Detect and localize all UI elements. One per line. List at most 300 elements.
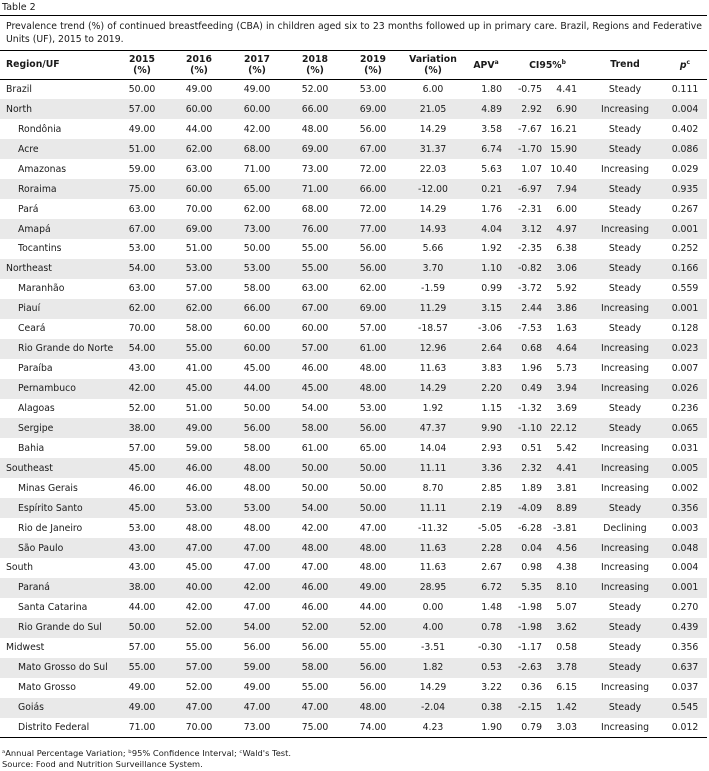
cell-trend: Increasing bbox=[600, 363, 649, 375]
cell-2019: 69.00 bbox=[344, 99, 402, 119]
cell-ci-high: 16.21 bbox=[550, 123, 577, 135]
cell-apv: 3.22 bbox=[481, 682, 502, 694]
cell-2019: 48.00 bbox=[344, 538, 402, 558]
cell-p: 0.637 bbox=[663, 658, 707, 678]
cell-2016: 45.00 bbox=[185, 562, 213, 574]
cell-2018: 73.00 bbox=[301, 163, 329, 175]
cell-trend: Steady bbox=[587, 259, 663, 279]
caption-box bbox=[0, 15, 707, 51]
cell-ci-high: 5.07 bbox=[556, 602, 577, 614]
cell-ci-low: -6.97 bbox=[508, 179, 546, 199]
cell-2017: 42.00 bbox=[228, 578, 286, 598]
cell-2016: 62.00 bbox=[170, 299, 228, 319]
cell-2018: 46.00 bbox=[286, 578, 344, 598]
cell-2019: 53.00 bbox=[359, 84, 387, 96]
cell-ci-high: 3.86 bbox=[546, 299, 587, 319]
cell-2015: 54.00 bbox=[114, 339, 170, 359]
cell-apv: 2.93 bbox=[481, 442, 502, 454]
cell-ci-low: 0.49 bbox=[508, 379, 546, 399]
cell-2016: 53.00 bbox=[170, 498, 228, 518]
cell-2015: 53.00 bbox=[128, 243, 156, 255]
cell-2015: 55.00 bbox=[114, 658, 170, 678]
cell-region: Roraima bbox=[0, 179, 114, 199]
cell-2019: 57.00 bbox=[359, 323, 387, 335]
table-row-region bbox=[0, 638, 707, 658]
cell-2016: 63.00 bbox=[185, 163, 213, 175]
table-row-uf bbox=[0, 438, 707, 458]
table-row-region bbox=[0, 80, 707, 100]
cell-2015: 38.00 bbox=[114, 418, 170, 438]
cell-variation: 11.11 bbox=[402, 458, 464, 478]
cell-region: Midwest bbox=[6, 642, 45, 654]
cell-2018: 55.00 bbox=[301, 243, 329, 255]
cell-variation: 11.63 bbox=[419, 363, 447, 375]
header-2015: 2015 (%) bbox=[114, 50, 170, 80]
header-ci95: CI95%$^b$ bbox=[508, 50, 587, 80]
table-row-uf bbox=[0, 698, 707, 718]
cell-2015: 57.00 bbox=[114, 99, 170, 119]
cell-region: Sergipe bbox=[0, 418, 114, 438]
cell-2015: 53.00 bbox=[128, 522, 156, 534]
cell-region: Pará bbox=[18, 203, 39, 215]
cell-ci-high: -3.81 bbox=[552, 522, 577, 534]
cell-2016: 58.00 bbox=[185, 323, 213, 335]
table-row-uf bbox=[0, 399, 707, 419]
cell-2018: 67.00 bbox=[286, 299, 344, 319]
table-row-uf bbox=[0, 618, 707, 638]
cell-apv: 0.21 bbox=[464, 179, 508, 199]
cell-ci-high: 22.12 bbox=[546, 418, 587, 438]
cell-variation: 14.29 bbox=[419, 682, 447, 694]
cell-2017: 48.00 bbox=[243, 522, 271, 534]
cell-2018: 66.00 bbox=[286, 99, 344, 119]
cell-2018: 45.00 bbox=[286, 379, 344, 399]
cell-p: 0.048 bbox=[663, 538, 707, 558]
cell-ci-low: -2.63 bbox=[508, 658, 546, 678]
cell-2015: 42.00 bbox=[114, 379, 170, 399]
cell-region: Piauí bbox=[0, 299, 114, 319]
cell-p: 0.004 bbox=[671, 562, 699, 574]
cell-ci-high: 6.00 bbox=[556, 203, 577, 215]
table-row-uf bbox=[0, 299, 707, 319]
cell-apv: 1.76 bbox=[481, 203, 502, 215]
cell-variation: -11.32 bbox=[418, 522, 448, 534]
cell-2019: 72.00 bbox=[359, 163, 387, 175]
cell-2018: 54.00 bbox=[301, 402, 329, 414]
cell-variation: 14.04 bbox=[419, 442, 447, 454]
cell-2019: 62.00 bbox=[359, 283, 387, 295]
table-row-uf bbox=[0, 119, 707, 139]
cell-2017: 73.00 bbox=[228, 219, 286, 239]
cell-apv: 6.72 bbox=[464, 578, 508, 598]
cell-2015: 63.00 bbox=[128, 203, 156, 215]
cell-ci-low: -1.70 bbox=[508, 139, 546, 159]
table-row-region bbox=[0, 558, 707, 578]
cell-apv: -3.06 bbox=[477, 323, 502, 335]
cell-p: 0.001 bbox=[663, 578, 707, 598]
cell-trend: Increasing bbox=[587, 538, 663, 558]
cell-2016: 62.00 bbox=[170, 139, 228, 159]
cell-2019: 72.00 bbox=[359, 203, 387, 215]
cell-p: 0.111 bbox=[671, 84, 699, 96]
cell-2017: 49.00 bbox=[243, 84, 271, 96]
cell-2018: 48.00 bbox=[301, 123, 329, 135]
cell-p: 0.002 bbox=[671, 482, 699, 494]
cell-variation: 14.29 bbox=[419, 203, 447, 215]
cell-2015: 49.00 bbox=[128, 682, 156, 694]
cell-2017: 62.00 bbox=[243, 203, 271, 215]
cell-2015: 46.00 bbox=[128, 482, 156, 494]
cell-ci-low: -1.98 bbox=[517, 602, 542, 614]
cell-p: 0.001 bbox=[663, 219, 707, 239]
cell-trend: Increasing bbox=[587, 299, 663, 319]
cell-2017: 60.00 bbox=[228, 339, 286, 359]
cell-apv: 2.19 bbox=[464, 498, 508, 518]
cell-ci-high: 4.97 bbox=[546, 219, 587, 239]
cell-apv: 1.92 bbox=[481, 243, 502, 255]
cell-ci-low: -1.98 bbox=[508, 618, 546, 638]
cell-ci-high: 3.69 bbox=[556, 402, 577, 414]
cell-2015: 52.00 bbox=[128, 402, 156, 414]
cell-region: Acre bbox=[0, 139, 114, 159]
cell-ci-low: -7.67 bbox=[517, 123, 542, 135]
cell-p: 0.252 bbox=[671, 243, 699, 255]
cell-ci-low: -0.82 bbox=[508, 259, 546, 279]
cell-ci-high: 1.63 bbox=[556, 323, 577, 335]
cell-2017: 50.00 bbox=[243, 243, 271, 255]
cell-ci-low: -1.10 bbox=[508, 418, 546, 438]
cell-apv: 0.99 bbox=[481, 283, 502, 295]
header-2017: 2017 (%) bbox=[228, 50, 286, 80]
cell-2019: 50.00 bbox=[344, 458, 402, 478]
cell-trend: Steady bbox=[587, 618, 663, 638]
cell-apv: 1.15 bbox=[481, 402, 502, 414]
cell-2017: 58.00 bbox=[243, 283, 271, 295]
cell-p: 0.031 bbox=[671, 442, 699, 454]
cell-ci-low: 2.92 bbox=[508, 99, 546, 119]
cell-2019: 48.00 bbox=[344, 698, 402, 718]
cell-region: Maranhão bbox=[18, 283, 65, 295]
cell-trend: Increasing bbox=[587, 339, 663, 359]
cell-2015: 43.00 bbox=[128, 363, 156, 375]
cell-ci-low: -2.35 bbox=[517, 243, 542, 255]
cell-2016: 55.00 bbox=[170, 339, 228, 359]
cell-2019: 56.00 bbox=[359, 243, 387, 255]
cell-2018: 50.00 bbox=[286, 458, 344, 478]
cell-p: 0.402 bbox=[671, 123, 699, 135]
cell-2017: 45.00 bbox=[243, 363, 271, 375]
cell-apv: 2.28 bbox=[464, 538, 508, 558]
cell-p: 0.012 bbox=[663, 718, 707, 738]
cell-trend: Increasing bbox=[587, 458, 663, 478]
table-row-uf bbox=[0, 598, 707, 618]
cell-region: Rondônia bbox=[18, 123, 62, 135]
header-p: $p^c$ bbox=[663, 50, 707, 80]
cell-2015: 57.00 bbox=[128, 442, 156, 454]
cell-ci-high: 8.10 bbox=[546, 578, 587, 598]
cell-region: Brazil bbox=[6, 84, 32, 96]
cell-ci-high: 5.42 bbox=[556, 442, 577, 454]
cell-apv: 4.04 bbox=[464, 219, 508, 239]
cell-2016: 41.00 bbox=[185, 363, 213, 375]
cell-region: Paraná bbox=[0, 578, 114, 598]
cell-variation: 11.63 bbox=[402, 538, 464, 558]
cell-ci-low: 5.35 bbox=[508, 578, 546, 598]
cell-ci-low: 2.44 bbox=[508, 299, 546, 319]
cell-2019: 56.00 bbox=[344, 259, 402, 279]
cell-variation: 1.92 bbox=[422, 402, 444, 414]
cell-p: 0.005 bbox=[663, 458, 707, 478]
cell-2015: 45.00 bbox=[114, 458, 170, 478]
cell-2016: 46.00 bbox=[170, 458, 228, 478]
cell-variation: 14.29 bbox=[402, 379, 464, 399]
cell-p: 0.270 bbox=[671, 602, 699, 614]
cell-p: 0.026 bbox=[663, 379, 707, 399]
cell-2015: 57.00 bbox=[128, 642, 156, 654]
cell-apv: 2.85 bbox=[481, 482, 502, 494]
cell-2017: 50.00 bbox=[243, 402, 271, 414]
cell-2016: 57.00 bbox=[185, 283, 213, 295]
cell-variation: 11.11 bbox=[402, 498, 464, 518]
table-row-uf bbox=[0, 239, 707, 259]
cell-ci-low: -2.31 bbox=[517, 203, 542, 215]
cell-2018: 58.00 bbox=[286, 418, 344, 438]
cell-apv: 3.58 bbox=[481, 123, 502, 135]
cell-2017: 47.00 bbox=[228, 698, 286, 718]
cell-2019: 61.00 bbox=[344, 339, 402, 359]
cell-2019: 44.00 bbox=[359, 602, 387, 614]
cell-2017: 47.00 bbox=[228, 538, 286, 558]
cell-2015: 50.00 bbox=[128, 84, 156, 96]
cell-2019: 55.00 bbox=[359, 642, 387, 654]
cell-trend: Steady bbox=[608, 402, 642, 414]
cell-ci-high: 3.81 bbox=[556, 482, 577, 494]
cell-2017: 42.00 bbox=[243, 123, 271, 135]
cell-ci-high: 4.41 bbox=[556, 84, 577, 96]
cell-ci-low: -4.09 bbox=[508, 498, 546, 518]
cell-apv: -5.05 bbox=[477, 522, 502, 534]
cell-2018: 50.00 bbox=[301, 482, 329, 494]
cell-apv: 1.10 bbox=[464, 259, 508, 279]
cell-trend: Increasing bbox=[600, 482, 649, 494]
table-row-uf bbox=[0, 518, 707, 538]
cell-region: Mato Grosso bbox=[18, 682, 76, 694]
cell-region: Southeast bbox=[0, 458, 114, 478]
cell-2019: 47.00 bbox=[359, 522, 387, 534]
cell-region: Pernambuco bbox=[0, 379, 114, 399]
table-row-uf bbox=[0, 219, 707, 239]
cell-apv: 3.15 bbox=[464, 299, 508, 319]
cell-ci-high: 0.58 bbox=[556, 642, 577, 654]
cell-region: São Paulo bbox=[0, 538, 114, 558]
cell-region: Rio Grande do Norte bbox=[0, 339, 114, 359]
cell-trend: Steady bbox=[608, 283, 642, 295]
cell-ci-high: 3.94 bbox=[546, 379, 587, 399]
cell-2018: 71.00 bbox=[286, 179, 344, 199]
cell-2017: 71.00 bbox=[243, 163, 271, 175]
cell-ci-low: 0.36 bbox=[521, 682, 542, 694]
cell-2017: 58.00 bbox=[243, 442, 271, 454]
cell-2015: 71.00 bbox=[114, 718, 170, 738]
cell-2019: 49.00 bbox=[344, 578, 402, 598]
header-region: Region/UF bbox=[0, 50, 114, 80]
cell-trend: Steady bbox=[608, 243, 642, 255]
cell-ci-high: 4.38 bbox=[556, 562, 577, 574]
cell-2016: 44.00 bbox=[185, 123, 213, 135]
cell-trend: Increasing bbox=[600, 562, 649, 574]
header-2019: 2019 (%) bbox=[344, 50, 402, 80]
header-apv: APV$^a$ bbox=[464, 50, 508, 80]
cell-ci-high: 10.40 bbox=[550, 163, 577, 175]
cell-2019: 56.00 bbox=[344, 418, 402, 438]
cell-p: 0.029 bbox=[671, 163, 699, 175]
cell-p: 0.001 bbox=[663, 299, 707, 319]
cell-trend: Steady bbox=[608, 203, 642, 215]
header-2016: 2016 (%) bbox=[170, 50, 228, 80]
cell-variation: 12.96 bbox=[402, 339, 464, 359]
table-body bbox=[0, 80, 707, 738]
cell-2017: 56.00 bbox=[243, 642, 271, 654]
cell-2018: 75.00 bbox=[286, 718, 344, 738]
cell-trend: Steady bbox=[608, 323, 642, 335]
cell-2019: 56.00 bbox=[359, 123, 387, 135]
cell-variation: 47.37 bbox=[402, 418, 464, 438]
cell-p: 0.236 bbox=[671, 402, 699, 414]
cell-2018: 48.00 bbox=[286, 538, 344, 558]
footnote-abbreviations: ᵃAnnual Percentage Variation; ᵇ95% Confidence Interval; ᶜWald's Test. bbox=[2, 748, 292, 758]
cell-trend: Steady bbox=[587, 698, 663, 718]
cell-ci-low: -7.53 bbox=[517, 323, 542, 335]
cell-ci-low: -1.17 bbox=[517, 642, 542, 654]
table-row-uf bbox=[0, 199, 707, 219]
cell-variation: 8.70 bbox=[422, 482, 444, 494]
cell-region: Tocantins bbox=[18, 243, 62, 255]
cell-2015: 50.00 bbox=[114, 618, 170, 638]
cell-variation: -18.57 bbox=[418, 323, 448, 335]
cell-p: 0.166 bbox=[663, 259, 707, 279]
cell-2016: 59.00 bbox=[185, 442, 213, 454]
cell-ci-low: -6.28 bbox=[517, 522, 542, 534]
table-row-uf bbox=[0, 478, 707, 498]
cell-region: Mato Grosso do Sul bbox=[0, 658, 114, 678]
cell-2019: 52.00 bbox=[344, 618, 402, 638]
cell-trend: Increasing bbox=[600, 163, 649, 175]
table-row-region bbox=[0, 259, 707, 279]
cell-2018: 58.00 bbox=[286, 658, 344, 678]
cell-ci-high: 4.64 bbox=[546, 339, 587, 359]
cell-ci-high: 6.15 bbox=[556, 682, 577, 694]
cell-2018: 63.00 bbox=[301, 283, 329, 295]
cell-variation: -3.51 bbox=[420, 642, 446, 654]
cell-variation: 11.63 bbox=[419, 562, 447, 574]
cell-2019: 56.00 bbox=[344, 658, 402, 678]
table-row-uf bbox=[0, 359, 707, 379]
cell-2018: 68.00 bbox=[301, 203, 329, 215]
cell-2016: 57.00 bbox=[170, 658, 228, 678]
table-row-uf bbox=[0, 139, 707, 159]
cell-p: 0.935 bbox=[663, 179, 707, 199]
cell-2015: 62.00 bbox=[114, 299, 170, 319]
cell-region: Paraíba bbox=[18, 363, 53, 375]
cell-p: 0.037 bbox=[671, 682, 699, 694]
cell-apv: 0.78 bbox=[464, 618, 508, 638]
cell-2016: 51.00 bbox=[185, 243, 213, 255]
cell-variation: -2.04 bbox=[402, 698, 464, 718]
cell-2018: 60.00 bbox=[301, 323, 329, 335]
cell-ci-high: 5.92 bbox=[556, 283, 577, 295]
cell-ci-high: 5.73 bbox=[556, 363, 577, 375]
cell-region: Distrito Federal bbox=[0, 718, 114, 738]
cell-2019: 48.00 bbox=[344, 379, 402, 399]
cell-2019: 69.00 bbox=[344, 299, 402, 319]
table-row-region bbox=[0, 99, 707, 119]
table-row-uf bbox=[0, 498, 707, 518]
table-caption: Prevalence trend (%) of continued breastfeeding (CBA) in children aged six to 23 months followed up in primary care. Brazil, Regions and Federative Units (UF), 2015 to 2019. bbox=[6, 21, 702, 45]
cell-2018: 42.00 bbox=[301, 522, 329, 534]
cell-2019: 77.00 bbox=[344, 219, 402, 239]
cell-trend: Increasing bbox=[600, 682, 649, 694]
cell-apv: 6.74 bbox=[464, 139, 508, 159]
cell-trend: Declining bbox=[603, 522, 647, 534]
cell-ci-low: 1.07 bbox=[521, 163, 542, 175]
cell-ci-low: 0.79 bbox=[508, 718, 546, 738]
cell-apv: 0.53 bbox=[464, 658, 508, 678]
cell-2017: 68.00 bbox=[228, 139, 286, 159]
cell-region: Espírito Santo bbox=[0, 498, 114, 518]
cell-2019: 53.00 bbox=[359, 402, 387, 414]
cell-p: 0.356 bbox=[663, 498, 707, 518]
cell-region: South bbox=[6, 562, 34, 574]
table-row-uf bbox=[0, 418, 707, 438]
cell-2017: 56.00 bbox=[228, 418, 286, 438]
cell-2016: 70.00 bbox=[170, 718, 228, 738]
cell-2016: 53.00 bbox=[170, 259, 228, 279]
cell-2016: 45.00 bbox=[170, 379, 228, 399]
cell-2016: 51.00 bbox=[185, 402, 213, 414]
cell-ci-low: -3.72 bbox=[517, 283, 542, 295]
cell-trend: Steady bbox=[587, 498, 663, 518]
cell-2018: 52.00 bbox=[286, 618, 344, 638]
cell-variation: 3.70 bbox=[402, 259, 464, 279]
cell-region: Goiás bbox=[0, 698, 114, 718]
cell-2018: 47.00 bbox=[301, 562, 329, 574]
cell-ci-low: 0.68 bbox=[508, 339, 546, 359]
cell-2016: 42.00 bbox=[185, 602, 213, 614]
cell-2017: 60.00 bbox=[243, 323, 271, 335]
cell-trend: Increasing bbox=[600, 442, 649, 454]
cell-2018: 69.00 bbox=[286, 139, 344, 159]
cell-p: 0.439 bbox=[663, 618, 707, 638]
cell-ci-low: 1.96 bbox=[521, 363, 542, 375]
cell-trend: Steady bbox=[587, 139, 663, 159]
cell-ci-high: 3.06 bbox=[546, 259, 587, 279]
table-row-uf bbox=[0, 159, 707, 179]
table-row-uf bbox=[0, 319, 707, 339]
cell-2016: 49.00 bbox=[185, 84, 213, 96]
cell-ci-high: 4.56 bbox=[546, 538, 587, 558]
header-variation: Variation (%) bbox=[402, 50, 464, 80]
cell-variation: 1.82 bbox=[402, 658, 464, 678]
table-label: Table 2 bbox=[2, 2, 36, 13]
cell-2017: 53.00 bbox=[228, 498, 286, 518]
cell-ci-low: 0.98 bbox=[521, 562, 542, 574]
cell-2017: 48.00 bbox=[243, 482, 271, 494]
cell-ci-high: 4.41 bbox=[546, 458, 587, 478]
cell-trend: Increasing bbox=[587, 718, 663, 738]
cell-ci-low: 1.89 bbox=[521, 482, 542, 494]
cell-2018: 47.00 bbox=[286, 698, 344, 718]
cell-2017: 47.00 bbox=[243, 562, 271, 574]
